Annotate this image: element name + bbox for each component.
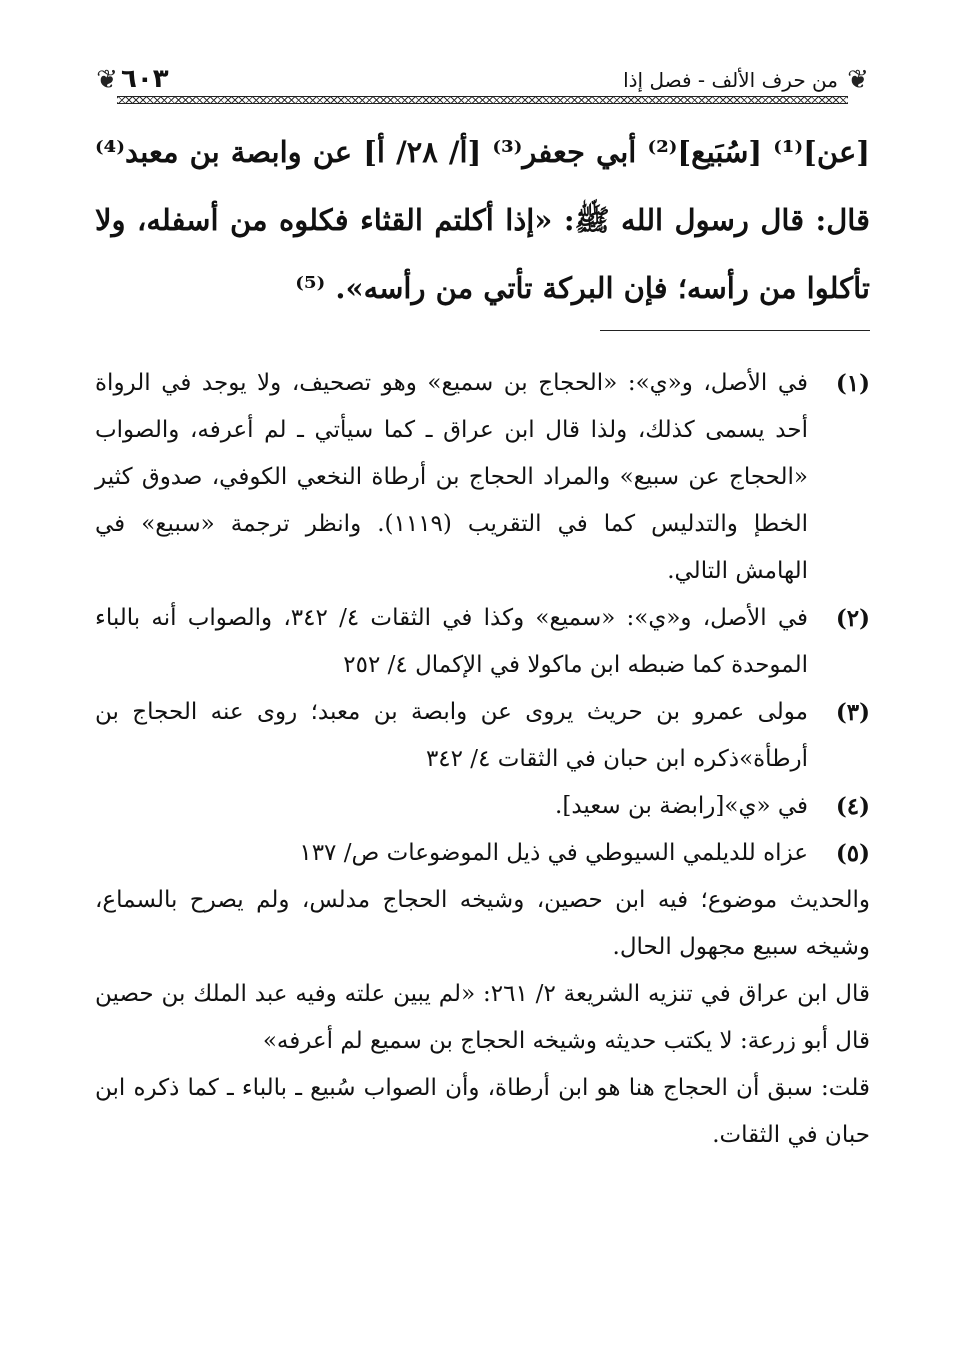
footnote-number: (٥) [835, 840, 870, 867]
footnote-separator [600, 330, 870, 331]
running-header-title: من حرف الألف - فصل إذا [623, 68, 838, 92]
footnote-3 [95, 689, 870, 783]
footnote-text: في الأصل، و«ي»: «الحجاج بن سميع» وهو تصحيف، ولا يوجد في الرواة أحد يسمى كذلك، ولذا قال ابن عراق ـ كما سيأتي ـ لم أعرفه، والصواب «الحجاج عن سبيع» والمراد الحجاج بن أرطاة النخعي الكوفي، صدوق كثير الخطإ والتدليس كما في التقريب (١١١٩). وانظر ترجمة «سبيع» في الهامش التالي. [95, 370, 809, 584]
footnote-5-continuation-3: قلت: سبق أن الحجاج هنا هو ابن أرطاة، وأن الصواب سُبيع ـ بالباء ـ كما ذكره ابن حبان في الثقات. [95, 1075, 870, 1148]
footnote-number: (٢) [835, 605, 870, 632]
footnote-1 [95, 360, 870, 595]
footnote-number: (٤) [835, 793, 870, 820]
footnote-number: (١) [835, 370, 870, 397]
page-number: ٦٠٣ [121, 64, 169, 94]
footnote-number: (٣) [835, 699, 870, 726]
footnote-text: عزاه للديلمي السيوطي في ذيل الموضوعات ص/ ١٣٧ [299, 840, 808, 866]
footnote-text: في الأصل، و«ي»: «سميع» وكذا في الثقات ٤/ ٣٤٢، والصواب أنه بالباء الموحدة كما ضبطه ابن ماكولا في الإكمال ٤/ ٢٥٢ [95, 605, 809, 678]
ornament-right-icon: ❦ [847, 65, 869, 95]
hadith-text: [عن]⁽¹⁾ [سُبَيع]⁽²⁾ أبي جعفر⁽³⁾ [أ/ ٢٨/ أ] عن وابصة بن معبد⁽⁴⁾ قال: قال رسول الله ﷺ: «إذا أكلتم القثاء فكلوه من أسفله، ولا تأكلوا من رأسه؛ فإن البركة تأتي من رأسه». ⁽⁵⁾ [95, 135, 871, 305]
footnote-text: في «ي»[رابضة بن سعيد]. [555, 793, 808, 819]
footnote-4 [95, 783, 870, 830]
footnotes [95, 360, 870, 1159]
page-header [95, 58, 870, 104]
header-decorative-rule [117, 96, 848, 104]
footnote-text: مولى عمرو بن حريث يروى عن وابصة بن معبد؛ روى عنه الحجاج بن أرطأة»ذكره ابن حبان في الثقات ٤/ ٣٤٢ [95, 699, 808, 772]
footnote-5-continuation-1: والحديث موضوع؛ فيه ابن حصين، وشيخه الحجاج مدلس، ولم يصرح بالسماع، وشيخه سبيع مجهول الحال. [95, 887, 870, 960]
footnote-5-continuation-2: قال ابن عراق في تنزيه الشريعة ٢/ ٢٦١: «لم يبين علته وفيه عبد الملك بن حصين قال أبو زرعة: لا يكتب حديثه وشيخه الحجاج بن سميع لم أعرفه» [95, 981, 870, 1054]
footnote-5 [95, 830, 870, 877]
footnote-2 [95, 595, 870, 689]
ornament-left-icon: ❦ [96, 65, 118, 95]
